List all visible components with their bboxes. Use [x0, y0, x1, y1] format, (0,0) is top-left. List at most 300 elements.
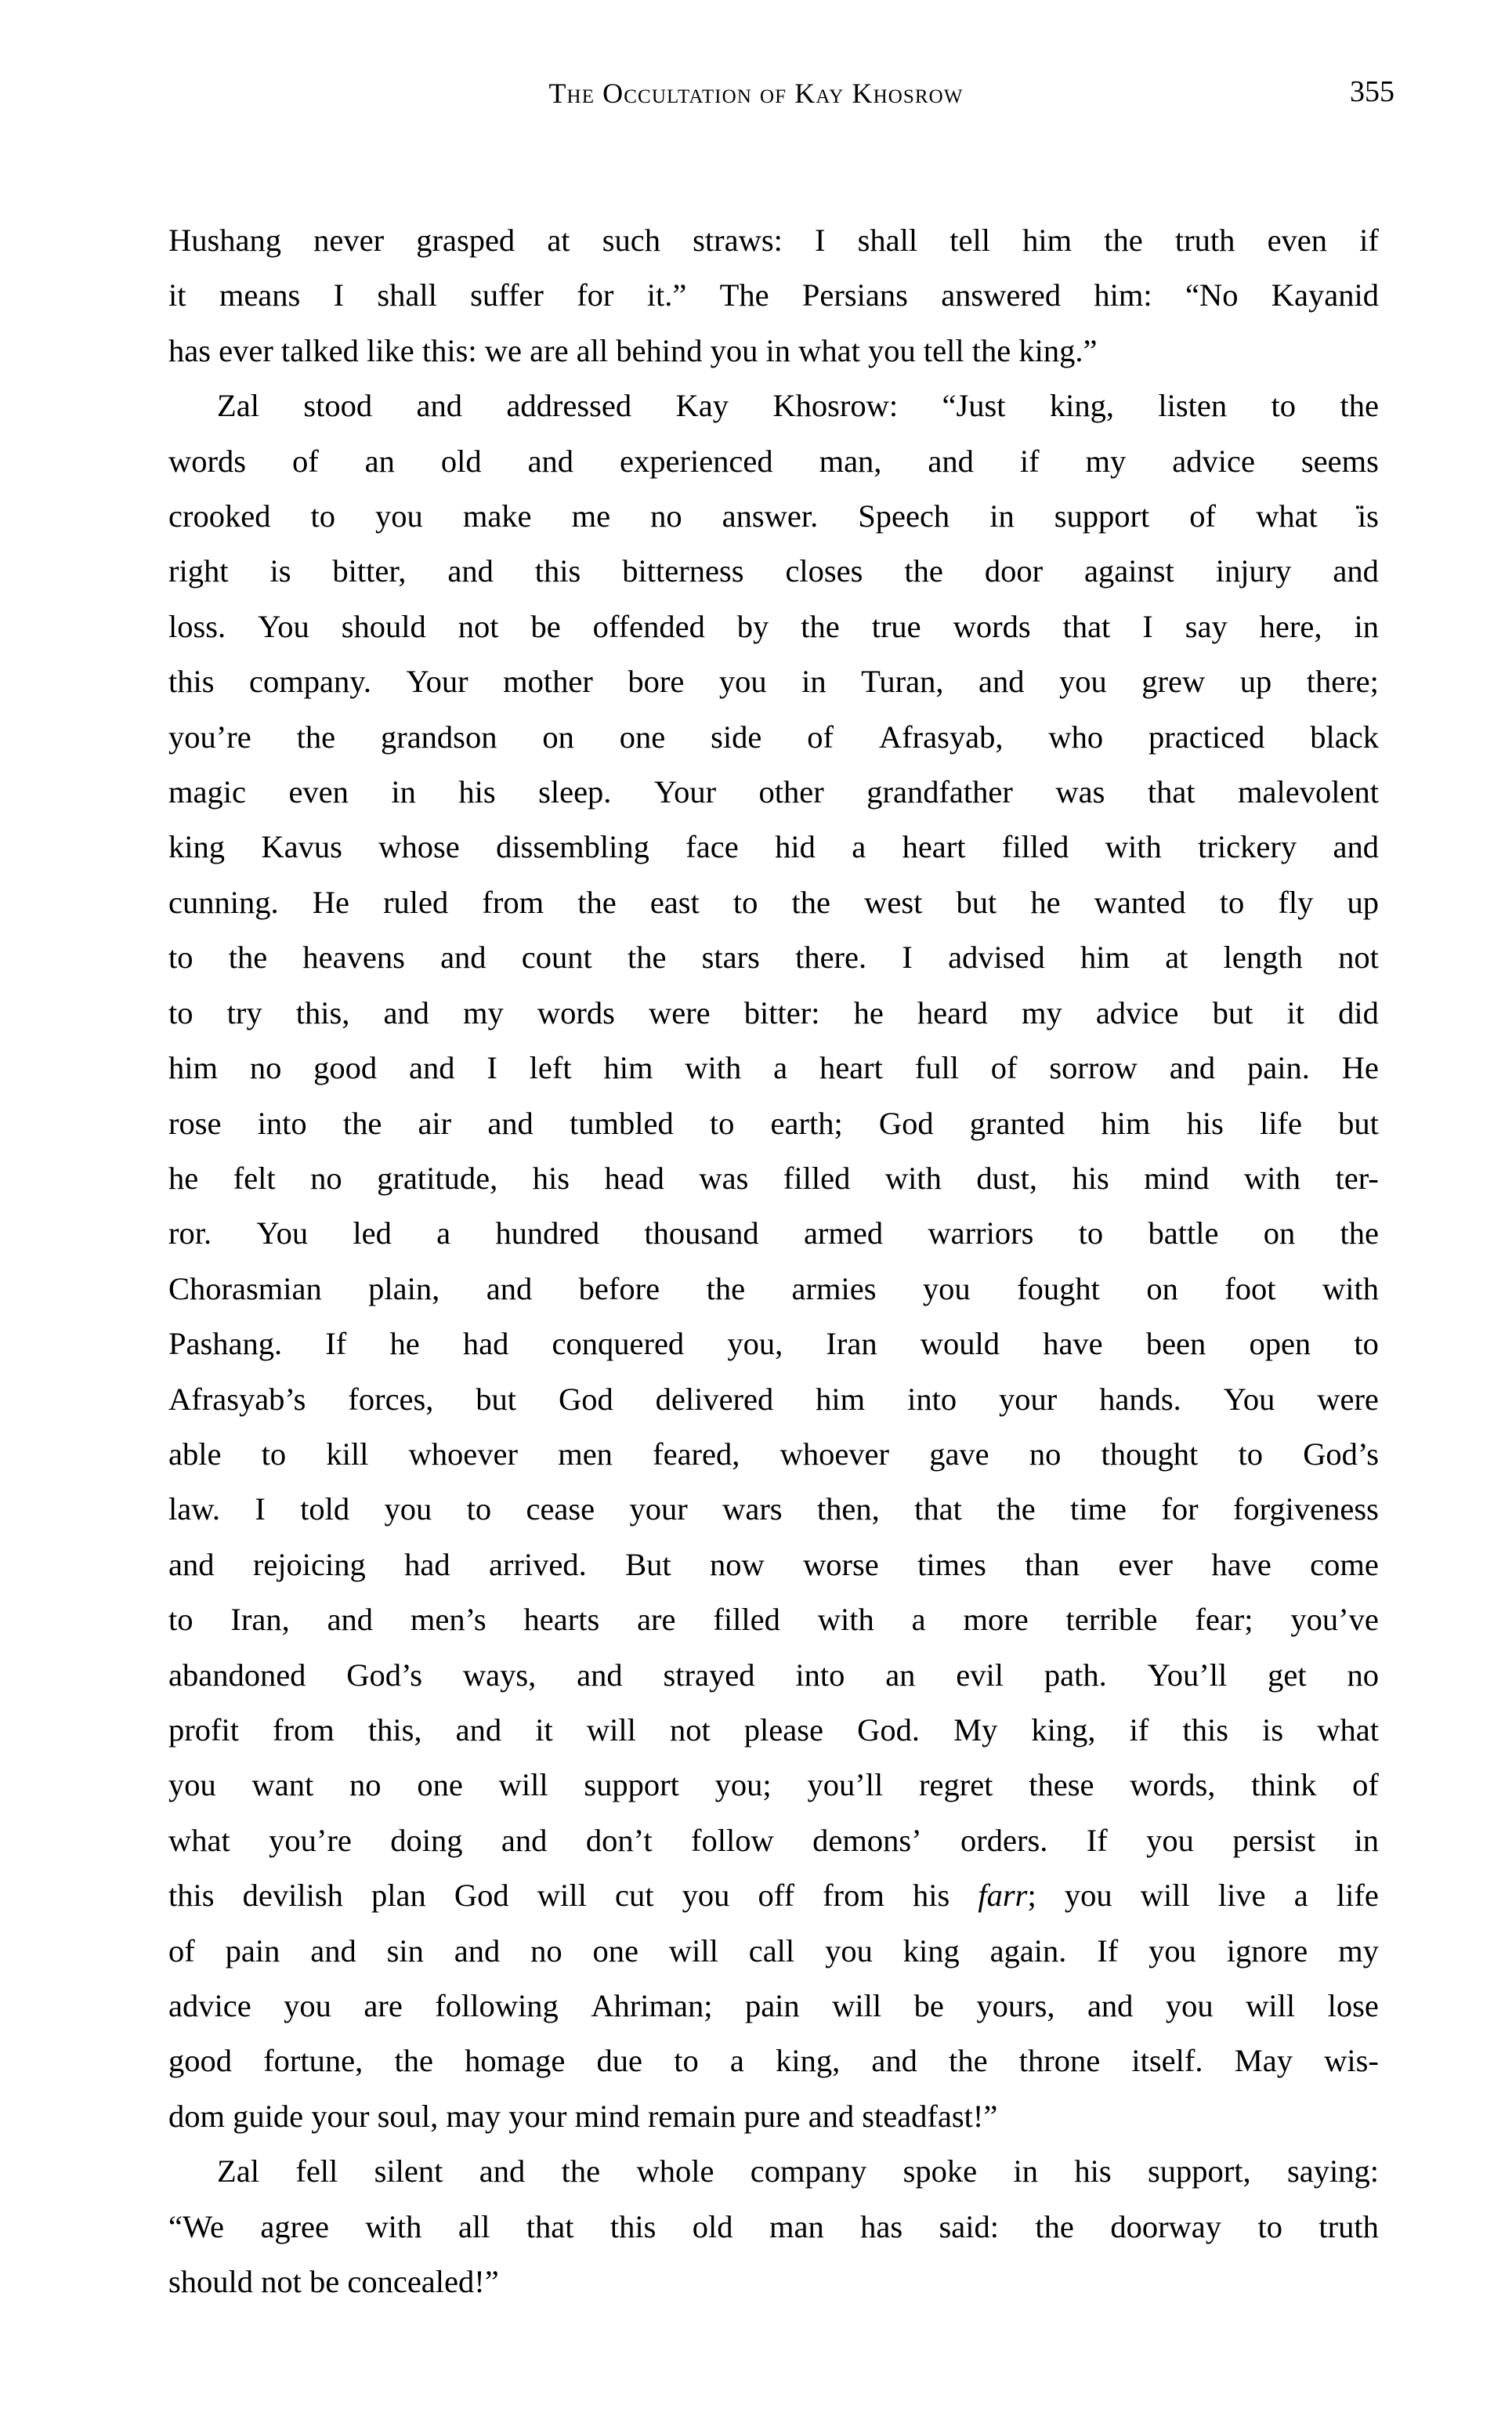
- text-line: [168, 1758, 1379, 1813]
- word-group: [526, 2200, 574, 2255]
- word: able: [168, 1436, 222, 1472]
- word: before: [578, 1270, 660, 1306]
- word-group: [458, 599, 499, 654]
- word-group: [620, 434, 773, 489]
- word-group: [702, 930, 760, 985]
- word-group: [168, 434, 246, 489]
- word: suffer: [470, 277, 544, 313]
- word-group: [479, 2144, 525, 2199]
- paragraph: [168, 213, 1379, 378]
- word: on: [1263, 1215, 1296, 1251]
- word-group: [685, 1041, 741, 1096]
- word-group: [168, 1703, 239, 1758]
- word-group: [168, 765, 246, 820]
- word: call: [748, 1932, 795, 1968]
- word-group: [1264, 1206, 1296, 1261]
- word: God.: [857, 1711, 920, 1748]
- word-group: [711, 710, 761, 765]
- word: were: [1317, 1381, 1379, 1417]
- word-group: [1352, 1758, 1379, 1813]
- word: said:: [939, 2208, 1000, 2244]
- word: you: [168, 1767, 216, 1803]
- word-group: [572, 489, 610, 544]
- word: king: [902, 1932, 960, 1968]
- word-group: [313, 1041, 377, 1096]
- word: my: [1338, 1932, 1379, 1968]
- word-group: [1096, 986, 1179, 1041]
- word: the: [627, 940, 667, 976]
- word-group: [463, 489, 532, 544]
- word: and: [1333, 829, 1379, 865]
- word-group: [970, 1096, 1065, 1151]
- word-group: [1338, 1924, 1379, 1979]
- word-group: [1238, 765, 1379, 820]
- word: will: [832, 1988, 882, 2023]
- word: closes: [785, 553, 863, 589]
- word: truth: [1174, 223, 1235, 258]
- word-group: [832, 1979, 881, 2034]
- word-group: [976, 1979, 1054, 2034]
- word-group: [1218, 1868, 1266, 1923]
- word: lose: [1327, 1988, 1379, 2023]
- word-group: [710, 1096, 735, 1151]
- word: whose: [378, 829, 460, 865]
- text-line: [168, 1924, 1379, 1979]
- word: sin: [386, 1932, 424, 1968]
- word-group: [719, 654, 767, 709]
- word: plain,: [368, 1270, 440, 1306]
- word-group: [769, 2200, 824, 2255]
- word: that: [914, 1491, 962, 1527]
- word-group: [914, 1482, 962, 1537]
- word-group: [365, 2200, 421, 2255]
- word: his: [1186, 1105, 1224, 1141]
- word-group: [913, 1868, 950, 1923]
- word: this: [168, 1878, 215, 1914]
- word-group: [503, 654, 593, 709]
- text-line: [168, 1868, 1379, 1923]
- word-group: [1141, 1868, 1190, 1923]
- word: that: [1147, 774, 1195, 810]
- word-group: [1333, 544, 1378, 599]
- word: You: [256, 1215, 309, 1251]
- word: I: [814, 223, 826, 258]
- text-line: [168, 2255, 1379, 2309]
- word-group: [326, 1427, 368, 1482]
- word-group: [269, 544, 291, 599]
- word: it.”: [646, 277, 687, 313]
- word: in: [1354, 608, 1379, 644]
- word: If: [325, 1326, 347, 1362]
- word: seems: [1300, 443, 1379, 479]
- word-group: [463, 1317, 508, 1371]
- word: into: [795, 1657, 845, 1693]
- word: this: [534, 553, 581, 589]
- word: told: [300, 1491, 350, 1527]
- word: grasped: [416, 223, 515, 258]
- word: the: [997, 1491, 1036, 1527]
- word-group: [953, 1703, 997, 1758]
- word-group: [381, 710, 497, 765]
- word: been: [1145, 1326, 1206, 1362]
- word: man: [769, 2208, 824, 2244]
- word-group: [1335, 1151, 1378, 1206]
- word-group: [387, 1924, 424, 1979]
- word-group: [302, 930, 404, 985]
- text-line: [168, 1592, 1379, 1647]
- word: will: [498, 1767, 548, 1803]
- word: it: [535, 1711, 553, 1748]
- word-group: [625, 1537, 671, 1592]
- word-group: [737, 599, 769, 654]
- word-group: [313, 875, 349, 930]
- word-group: [783, 1151, 850, 1206]
- word-group: [985, 544, 1043, 599]
- word: to: [1078, 1215, 1104, 1251]
- word: be: [913, 1988, 944, 2023]
- word: I: [902, 940, 913, 976]
- word-group: [542, 710, 574, 765]
- word-group: [1224, 1372, 1275, 1427]
- word-group: [530, 1041, 572, 1096]
- word: and: [928, 443, 974, 479]
- word-group: [385, 1482, 432, 1537]
- word-group: [219, 268, 300, 323]
- word: You: [258, 608, 309, 644]
- word-group: [776, 2034, 840, 2088]
- word-group: [1101, 1427, 1199, 1482]
- word-group: [1148, 2144, 1251, 2199]
- word: on: [542, 719, 574, 755]
- word-group: [1105, 820, 1162, 875]
- word-group: [288, 765, 348, 820]
- word-group: [795, 1648, 845, 1703]
- word-group: [463, 986, 504, 1041]
- word-group: [377, 1151, 497, 1206]
- word: you’ve: [1290, 1602, 1379, 1638]
- word-group: [819, 1041, 883, 1096]
- word: support: [584, 1767, 679, 1803]
- word: I: [255, 1491, 266, 1527]
- word: you;: [714, 1767, 772, 1803]
- word-group: [1268, 213, 1327, 268]
- word-group: [524, 1592, 600, 1647]
- word-group: [1246, 1979, 1295, 2034]
- word: forces,: [348, 1381, 434, 1417]
- word-group: [168, 1648, 306, 1703]
- word: saying:: [1286, 2153, 1379, 2189]
- word: and: [383, 994, 429, 1030]
- word-group: [168, 1206, 212, 1261]
- word-group: [999, 1372, 1057, 1427]
- word: tell: [950, 223, 990, 258]
- word-group: [168, 1868, 215, 1923]
- text-line: [168, 710, 1379, 765]
- word-group: [292, 434, 319, 489]
- word-group: [921, 1317, 1000, 1371]
- word-group: [528, 434, 573, 489]
- word: stars: [701, 940, 760, 976]
- word-group: [751, 2144, 866, 2199]
- word-group: [1170, 1041, 1215, 1096]
- word: wars: [722, 1491, 783, 1527]
- word-group: [253, 1537, 366, 1592]
- running-header: [168, 75, 1344, 122]
- word-group: [562, 2144, 600, 2199]
- word-group: [226, 1924, 280, 1979]
- word-group: [348, 1372, 433, 1427]
- word-group: [168, 1813, 230, 1868]
- word-group: [233, 1151, 276, 1206]
- word: my: [463, 994, 504, 1030]
- word-group: [885, 1648, 915, 1703]
- word: Persians: [801, 277, 908, 313]
- word: experienced: [620, 443, 773, 479]
- word: following: [435, 1988, 559, 2023]
- word: old: [692, 2208, 733, 2244]
- text-line: [168, 378, 1379, 433]
- word-group: [495, 1206, 599, 1261]
- word-group: [535, 1703, 553, 1758]
- word-group: [168, 599, 226, 654]
- word-group: [310, 489, 335, 544]
- word-group: [252, 1758, 314, 1813]
- word-group: [1287, 2144, 1379, 2199]
- word-group: [260, 2200, 329, 2255]
- word-group: [383, 986, 429, 1041]
- word: throne: [1018, 2043, 1101, 2079]
- word-group: [300, 1482, 349, 1537]
- word: black: [1310, 719, 1379, 755]
- word: there;: [1306, 664, 1379, 700]
- word-group: [1224, 930, 1303, 985]
- word: thought: [1101, 1436, 1199, 1472]
- word-group: [558, 1427, 613, 1482]
- word: of: [291, 443, 319, 479]
- word: would: [920, 1326, 1000, 1362]
- word: door: [984, 553, 1044, 589]
- word-group: [499, 1758, 548, 1813]
- text-line: [168, 1262, 1379, 1317]
- paragraph: [168, 2144, 1379, 2309]
- word-group: [1144, 1151, 1209, 1206]
- word-group: [630, 1482, 688, 1537]
- word: be: [530, 608, 561, 644]
- word: company.: [249, 664, 371, 700]
- word: If: [1097, 1932, 1119, 1968]
- word: you: [718, 664, 767, 700]
- word: him: [168, 1050, 219, 1086]
- word: conquered: [552, 1326, 685, 1362]
- word: ;: [1027, 1878, 1036, 1914]
- word-group: [284, 1979, 331, 2034]
- text-line: [168, 2200, 1379, 2255]
- word-group: [168, 1924, 195, 1979]
- word-group: [953, 599, 1031, 654]
- word: these: [1029, 1767, 1094, 1803]
- word-group: [365, 434, 395, 489]
- word: orders.: [960, 1822, 1048, 1858]
- word: Pashang.: [168, 1326, 283, 1362]
- word-group: [1070, 1482, 1127, 1537]
- word-group: [409, 1427, 518, 1482]
- word-group: [374, 2144, 443, 2199]
- word-group: [168, 2200, 224, 2255]
- word: the: [561, 2153, 601, 2189]
- word: advised: [948, 940, 1045, 976]
- word: He: [312, 884, 349, 920]
- word-group: [418, 1096, 451, 1151]
- word: whole: [636, 2153, 714, 2189]
- word: at: [1165, 940, 1188, 976]
- word: to: [732, 884, 758, 920]
- word-group: [819, 434, 882, 489]
- word-group: [296, 986, 350, 1041]
- word: an: [885, 1657, 916, 1693]
- word-group: [1318, 2200, 1379, 2255]
- word-group: [577, 875, 616, 930]
- word: delivered: [655, 1381, 774, 1417]
- word: it: [1286, 994, 1304, 1030]
- word: fly: [1278, 884, 1314, 920]
- text-line: [168, 986, 1379, 1041]
- word: to: [1257, 2208, 1282, 2244]
- word-group: [1286, 986, 1304, 1041]
- word: heavens: [302, 940, 405, 976]
- word: advice: [168, 1988, 251, 2023]
- word: was: [699, 1160, 749, 1196]
- word-group: [917, 986, 988, 1041]
- word: not: [1338, 940, 1379, 976]
- word: in: [391, 774, 416, 810]
- word: try: [226, 994, 262, 1030]
- word: God’s: [346, 1657, 423, 1693]
- word-group: [1097, 1924, 1118, 1979]
- word-group: [538, 765, 611, 820]
- text-line: [168, 875, 1379, 930]
- word-group: [1048, 710, 1103, 765]
- word-group: [390, 1813, 462, 1868]
- word: strayed: [663, 1657, 755, 1693]
- word: and: [455, 1711, 502, 1748]
- word-group: [168, 1096, 221, 1151]
- text-line: [168, 489, 1379, 544]
- word-group: [693, 213, 783, 268]
- word: were: [648, 994, 711, 1030]
- word-group: [1141, 654, 1205, 709]
- word-group: [976, 1151, 1037, 1206]
- word: there.: [795, 940, 867, 976]
- word-group: [907, 1372, 957, 1427]
- word: support: [1054, 498, 1150, 534]
- word-group: [537, 1868, 587, 1923]
- word-group: [1240, 654, 1272, 709]
- word-group: [656, 1372, 774, 1427]
- word-group: [1185, 268, 1238, 323]
- word: a: [729, 2043, 744, 2079]
- word: truth: [1318, 2208, 1379, 2244]
- word: bitterness: [622, 553, 744, 589]
- word: demons’: [812, 1822, 922, 1858]
- word: right: [168, 553, 229, 589]
- word: the: [706, 1270, 746, 1306]
- word-group: [1110, 2200, 1221, 2255]
- word-group: [801, 654, 827, 709]
- word-group: [353, 1206, 391, 1261]
- word-group: [1101, 1096, 1150, 1151]
- word-group: [389, 1317, 419, 1371]
- word: evil: [956, 1657, 1004, 1693]
- word-group: [1130, 1758, 1215, 1813]
- word-group: [803, 1537, 879, 1592]
- word: Afrasyab,: [878, 719, 1004, 755]
- word: you: [1064, 1878, 1112, 1914]
- word: with: [685, 1050, 742, 1086]
- word-group: [1216, 544, 1292, 599]
- word-group: [991, 1041, 1018, 1096]
- word: should not be concealed!”: [168, 2264, 499, 2300]
- word-group: [269, 1813, 352, 1868]
- word: the: [577, 884, 617, 920]
- word: one: [417, 1767, 463, 1803]
- word-group: [334, 268, 345, 323]
- word: and: [501, 1822, 548, 1858]
- word: Turan,: [861, 664, 944, 700]
- word-group: [416, 213, 515, 268]
- word-group: [1227, 1924, 1308, 1979]
- word-group: [1118, 1537, 1173, 1592]
- word: was: [1055, 774, 1105, 810]
- body-text-block: [168, 213, 1379, 2309]
- text-line: [168, 820, 1379, 875]
- word: granted: [969, 1105, 1065, 1141]
- word-group: [1055, 765, 1105, 820]
- word: of: [1189, 498, 1217, 534]
- word: even: [1267, 223, 1328, 258]
- word-group: [1054, 489, 1150, 544]
- word: will: [586, 1711, 636, 1748]
- word-group: [168, 986, 194, 1041]
- word-group: [929, 1427, 989, 1482]
- word: and: [527, 443, 574, 479]
- word: a: [773, 1050, 788, 1086]
- word-group: [804, 1206, 883, 1261]
- word-group: [168, 930, 194, 985]
- word: earth;: [770, 1105, 843, 1141]
- text-line: [168, 1041, 1379, 1096]
- word: please: [743, 1711, 823, 1748]
- word-group: [885, 1151, 942, 1206]
- text-line: [168, 1979, 1379, 2034]
- word: words: [168, 443, 246, 479]
- word-group: [604, 1151, 664, 1206]
- word-group: [411, 1592, 487, 1647]
- word-group: [620, 710, 665, 765]
- word-group: [1086, 434, 1127, 489]
- word: are: [637, 1602, 676, 1638]
- word: mind: [1144, 1160, 1210, 1196]
- word-group: [1065, 1868, 1112, 1923]
- word-group: [644, 1206, 758, 1261]
- word: in: [1354, 1822, 1379, 1858]
- word-group: [394, 2034, 432, 2088]
- word: ror.: [168, 1215, 212, 1251]
- word: God: [878, 1105, 934, 1141]
- text-line: [168, 1813, 1379, 1868]
- word: to: [168, 994, 194, 1030]
- word: men’s: [410, 1602, 487, 1638]
- word: God’s: [1303, 1436, 1379, 1472]
